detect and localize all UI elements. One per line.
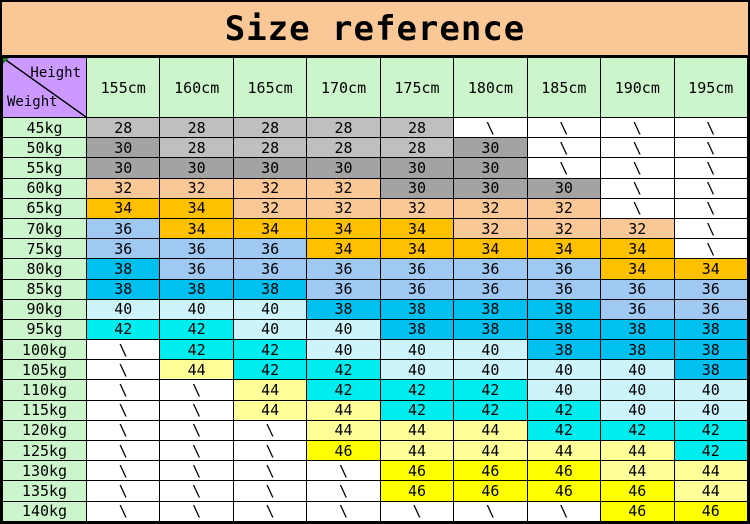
size-cell: 34 — [674, 259, 748, 279]
size-cell: 38 — [87, 279, 160, 299]
size-cell: 34 — [527, 239, 600, 259]
size-cell: 34 — [307, 218, 380, 238]
size-cell: 36 — [160, 239, 233, 259]
size-cell: 38 — [674, 319, 748, 339]
size-cell: 40 — [233, 319, 306, 339]
size-cell: 34 — [307, 239, 380, 259]
height-column-header: 170cm — [307, 58, 380, 118]
weight-row-label: 130kg — [3, 461, 87, 481]
table-row — [3, 118, 748, 138]
empty-cell: \ — [307, 461, 380, 481]
size-cell: 36 — [307, 279, 380, 299]
size-cell: 38 — [454, 299, 527, 319]
empty-cell: \ — [674, 118, 748, 138]
size-cell: 44 — [601, 461, 674, 481]
table-row — [3, 380, 748, 400]
size-cell: 40 — [380, 360, 453, 380]
size-cell: 36 — [380, 279, 453, 299]
table-row — [3, 340, 748, 360]
table-row — [3, 279, 748, 299]
size-cell: 30 — [87, 158, 160, 178]
size-cell: 32 — [307, 198, 380, 218]
size-cell: 46 — [454, 461, 527, 481]
empty-cell: \ — [87, 501, 160, 521]
empty-cell: \ — [527, 138, 600, 158]
size-cell: 42 — [380, 400, 453, 420]
height-column-header: 190cm — [601, 58, 674, 118]
size-cell: 38 — [380, 299, 453, 319]
corner-marker — [3, 58, 9, 64]
size-cell: 42 — [307, 380, 380, 400]
size-cell: 40 — [674, 380, 748, 400]
empty-cell: \ — [87, 420, 160, 440]
weight-row-label: 110kg — [3, 380, 87, 400]
empty-cell: \ — [674, 158, 748, 178]
size-cell: 38 — [160, 279, 233, 299]
size-cell: 46 — [380, 481, 453, 501]
empty-cell: \ — [674, 198, 748, 218]
weight-row-label: 125kg — [3, 441, 87, 461]
size-cell: 32 — [527, 218, 600, 238]
size-cell: 36 — [674, 299, 748, 319]
size-cell: 30 — [454, 178, 527, 198]
empty-cell: \ — [233, 481, 306, 501]
size-cell: 44 — [674, 461, 748, 481]
size-cell: 36 — [87, 218, 160, 238]
size-cell: 36 — [454, 259, 527, 279]
empty-cell: \ — [160, 420, 233, 440]
empty-cell: \ — [87, 400, 160, 420]
size-cell: 40 — [307, 319, 380, 339]
weight-row-label: 105kg — [3, 360, 87, 380]
table-body — [3, 118, 748, 522]
height-axis-label: Height — [30, 65, 81, 81]
weight-row-label: 100kg — [3, 340, 87, 360]
empty-cell: \ — [674, 138, 748, 158]
empty-cell: \ — [601, 118, 674, 138]
size-cell: 36 — [527, 259, 600, 279]
empty-cell: \ — [160, 461, 233, 481]
size-cell: 32 — [454, 218, 527, 238]
size-cell: 42 — [674, 441, 748, 461]
height-column-header: 155cm — [87, 58, 160, 118]
size-cell: 32 — [160, 178, 233, 198]
size-cell: 30 — [160, 158, 233, 178]
size-cell: 40 — [160, 299, 233, 319]
header-row — [3, 58, 748, 118]
size-cell: 46 — [307, 441, 380, 461]
empty-cell: \ — [674, 239, 748, 259]
table-row — [3, 158, 748, 178]
size-cell: 34 — [233, 218, 306, 238]
size-cell: 28 — [233, 118, 306, 138]
size-cell: 34 — [601, 259, 674, 279]
size-cell: 38 — [307, 299, 380, 319]
size-cell: 44 — [307, 420, 380, 440]
size-cell: 38 — [527, 319, 600, 339]
size-cell: 36 — [527, 279, 600, 299]
table-row — [3, 420, 748, 440]
size-cell: 40 — [380, 340, 453, 360]
size-cell: 40 — [233, 299, 306, 319]
height-column-header: 195cm — [674, 58, 748, 118]
size-cell: 46 — [454, 481, 527, 501]
weight-row-label: 45kg — [3, 118, 87, 138]
size-cell: 44 — [454, 441, 527, 461]
size-cell: 46 — [601, 481, 674, 501]
size-cell: 38 — [527, 340, 600, 360]
size-cell: 44 — [160, 360, 233, 380]
size-cell: 40 — [454, 340, 527, 360]
table-row — [3, 138, 748, 158]
size-cell: 42 — [233, 340, 306, 360]
size-cell: 32 — [527, 198, 600, 218]
size-cell: 34 — [160, 218, 233, 238]
empty-cell: \ — [527, 118, 600, 138]
size-cell: 38 — [601, 319, 674, 339]
size-cell: 30 — [307, 158, 380, 178]
size-cell: 44 — [307, 400, 380, 420]
empty-cell: \ — [233, 461, 306, 481]
size-cell: 32 — [233, 178, 306, 198]
size-cell: 28 — [307, 118, 380, 138]
size-cell: 32 — [233, 198, 306, 218]
size-cell: 28 — [233, 138, 306, 158]
size-cell: 46 — [527, 461, 600, 481]
size-cell: 42 — [454, 400, 527, 420]
size-cell: 36 — [674, 279, 748, 299]
table-row — [3, 178, 748, 198]
empty-cell: \ — [87, 441, 160, 461]
size-cell: 38 — [454, 319, 527, 339]
empty-cell: \ — [527, 501, 600, 521]
size-cell: 38 — [527, 299, 600, 319]
size-cell: 30 — [87, 138, 160, 158]
empty-cell: \ — [601, 198, 674, 218]
size-cell: 44 — [380, 441, 453, 461]
empty-cell: \ — [601, 178, 674, 198]
size-cell: 32 — [454, 198, 527, 218]
size-cell: 36 — [233, 239, 306, 259]
empty-cell: \ — [233, 420, 306, 440]
size-cell: 38 — [233, 279, 306, 299]
corner-cell — [3, 58, 87, 118]
size-cell: 40 — [601, 360, 674, 380]
size-cell: 38 — [380, 319, 453, 339]
empty-cell: \ — [307, 501, 380, 521]
size-cell: 36 — [601, 299, 674, 319]
weight-row-label: 90kg — [3, 299, 87, 319]
size-cell: 32 — [380, 198, 453, 218]
table-row — [3, 461, 748, 481]
table-row — [3, 360, 748, 380]
size-cell: 30 — [380, 178, 453, 198]
size-cell: 34 — [160, 198, 233, 218]
size-cell: 42 — [160, 340, 233, 360]
size-cell: 36 — [601, 279, 674, 299]
size-cell: 44 — [233, 380, 306, 400]
size-cell: 28 — [87, 118, 160, 138]
table-row — [3, 198, 748, 218]
empty-cell: \ — [160, 441, 233, 461]
size-cell: 46 — [601, 501, 674, 521]
size-cell: 30 — [454, 158, 527, 178]
size-cell: 34 — [380, 218, 453, 238]
size-cell: 30 — [233, 158, 306, 178]
weight-row-label: 80kg — [3, 259, 87, 279]
weight-row-label: 85kg — [3, 279, 87, 299]
size-cell: 46 — [674, 501, 748, 521]
size-cell: 40 — [87, 299, 160, 319]
size-cell: 32 — [307, 178, 380, 198]
table-row — [3, 259, 748, 279]
size-cell: 40 — [527, 380, 600, 400]
table-row — [3, 319, 748, 339]
size-cell: 46 — [380, 461, 453, 481]
size-cell: 42 — [527, 420, 600, 440]
size-cell: 30 — [454, 138, 527, 158]
empty-cell: \ — [601, 138, 674, 158]
empty-cell: \ — [87, 481, 160, 501]
empty-cell: \ — [233, 441, 306, 461]
size-cell: 36 — [233, 259, 306, 279]
size-cell: 28 — [307, 138, 380, 158]
size-cell: 42 — [454, 380, 527, 400]
size-cell: 38 — [601, 340, 674, 360]
size-cell: 42 — [380, 380, 453, 400]
empty-cell: \ — [160, 501, 233, 521]
weight-row-label: 55kg — [3, 158, 87, 178]
size-cell: 44 — [380, 420, 453, 440]
size-cell: 36 — [87, 239, 160, 259]
size-cell: 40 — [307, 340, 380, 360]
size-cell: 42 — [87, 319, 160, 339]
size-cell: 38 — [87, 259, 160, 279]
empty-cell: \ — [87, 360, 160, 380]
size-cell: 36 — [160, 259, 233, 279]
weight-row-label: 95kg — [3, 319, 87, 339]
empty-cell: \ — [454, 118, 527, 138]
empty-cell: \ — [454, 501, 527, 521]
size-cell: 34 — [87, 198, 160, 218]
empty-cell: \ — [87, 461, 160, 481]
size-cell: 42 — [307, 360, 380, 380]
empty-cell: \ — [233, 501, 306, 521]
size-cell: 36 — [307, 259, 380, 279]
size-cell: 38 — [674, 360, 748, 380]
size-cell: 30 — [380, 158, 453, 178]
size-cell: 36 — [454, 279, 527, 299]
empty-cell: \ — [527, 158, 600, 178]
size-cell: 42 — [160, 319, 233, 339]
empty-cell: \ — [601, 158, 674, 178]
table-row — [3, 299, 748, 319]
size-cell: 42 — [233, 360, 306, 380]
size-cell: 32 — [87, 178, 160, 198]
height-column-header: 175cm — [380, 58, 453, 118]
table-row — [3, 218, 748, 238]
size-cell: 36 — [380, 259, 453, 279]
table-row — [3, 481, 748, 501]
empty-cell: \ — [674, 218, 748, 238]
height-column-header: 160cm — [160, 58, 233, 118]
table-row — [3, 400, 748, 420]
empty-cell: \ — [87, 380, 160, 400]
size-cell: 42 — [674, 420, 748, 440]
weight-row-label: 65kg — [3, 198, 87, 218]
size-cell: 44 — [454, 420, 527, 440]
weight-row-label: 135kg — [3, 481, 87, 501]
table-row — [3, 441, 748, 461]
empty-cell: \ — [380, 501, 453, 521]
weight-row-label: 60kg — [3, 178, 87, 198]
size-cell: 40 — [601, 400, 674, 420]
size-cell: 44 — [674, 481, 748, 501]
empty-cell: \ — [160, 380, 233, 400]
weight-row-label: 120kg — [3, 420, 87, 440]
weight-row-label: 140kg — [3, 501, 87, 521]
size-cell: 42 — [601, 420, 674, 440]
empty-cell: \ — [674, 178, 748, 198]
size-cell: 44 — [601, 441, 674, 461]
size-cell: 44 — [233, 400, 306, 420]
height-column-header: 180cm — [454, 58, 527, 118]
weight-row-label: 70kg — [3, 218, 87, 238]
size-cell: 34 — [454, 239, 527, 259]
size-cell: 28 — [380, 118, 453, 138]
table-row — [3, 239, 748, 259]
size-cell: 28 — [160, 138, 233, 158]
height-column-header: 165cm — [233, 58, 306, 118]
size-table — [2, 57, 748, 522]
weight-row-label: 50kg — [3, 138, 87, 158]
weight-row-label: 115kg — [3, 400, 87, 420]
size-cell: 28 — [380, 138, 453, 158]
size-cell: 40 — [601, 380, 674, 400]
height-column-header: 185cm — [527, 58, 600, 118]
empty-cell: \ — [87, 340, 160, 360]
weight-axis-label: Weight — [7, 94, 58, 110]
size-cell: 34 — [380, 239, 453, 259]
chart-title: Size reference — [2, 2, 748, 57]
size-cell: 40 — [527, 360, 600, 380]
size-cell: 42 — [527, 400, 600, 420]
size-cell: 46 — [527, 481, 600, 501]
size-cell: 32 — [601, 218, 674, 238]
empty-cell: \ — [160, 400, 233, 420]
table-row — [3, 501, 748, 521]
empty-cell: \ — [160, 481, 233, 501]
weight-row-label: 75kg — [3, 239, 87, 259]
size-cell: 40 — [674, 400, 748, 420]
size-cell: 38 — [674, 340, 748, 360]
size-cell: 44 — [527, 441, 600, 461]
size-cell: 28 — [160, 118, 233, 138]
empty-cell: \ — [307, 481, 380, 501]
size-cell: 40 — [454, 360, 527, 380]
size-cell: 34 — [601, 239, 674, 259]
size-cell: 30 — [527, 178, 600, 198]
